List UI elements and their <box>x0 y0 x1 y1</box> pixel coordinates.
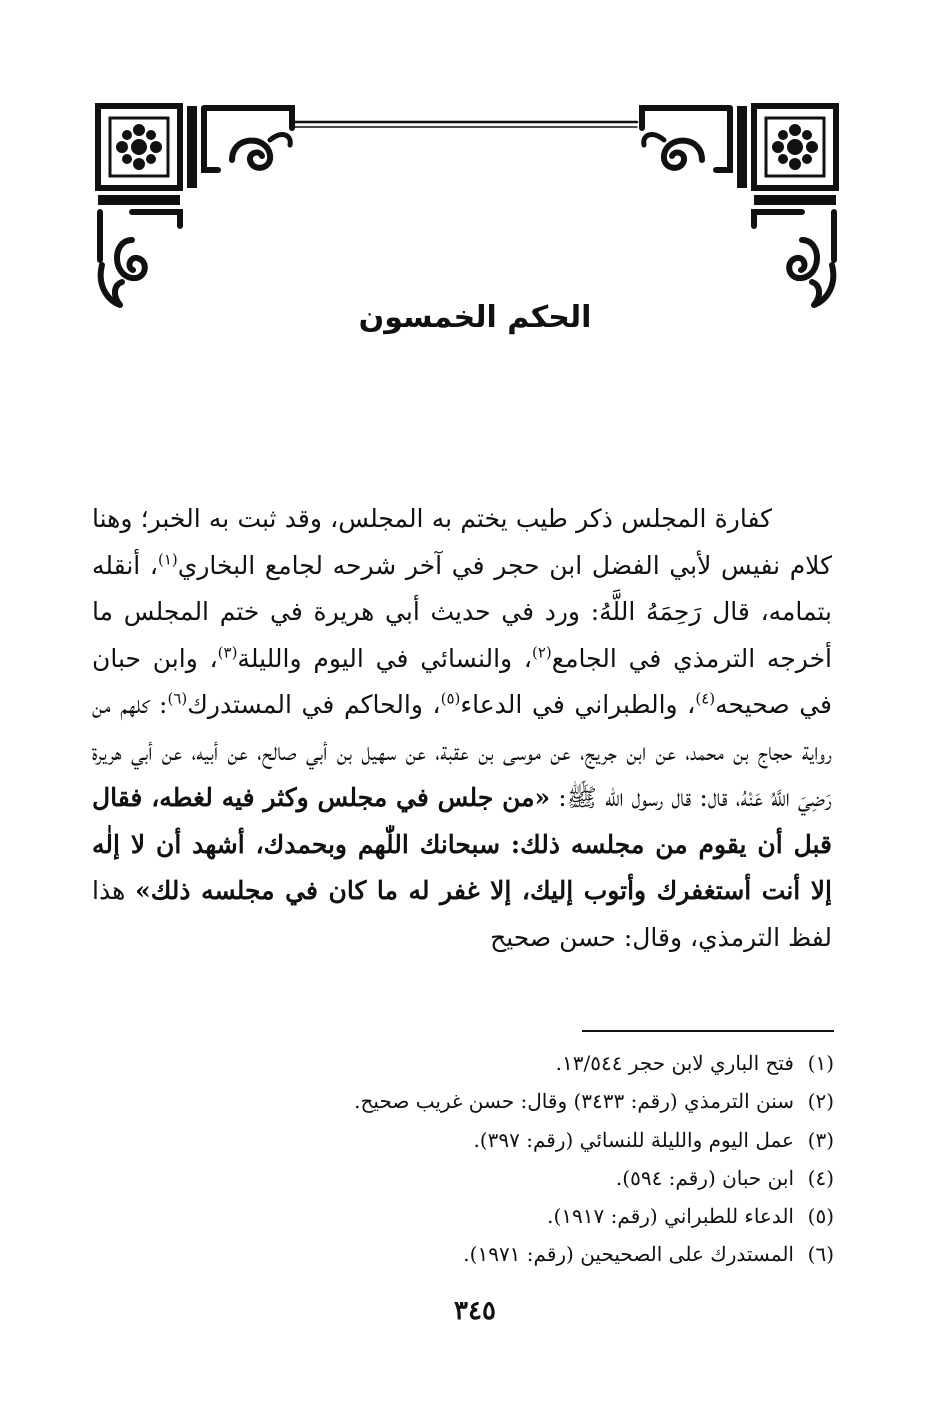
footnote-text: ابن حبان (رقم: ٥٩٤). <box>615 1165 794 1190</box>
footnote-number: (٤) <box>807 1165 834 1190</box>
footnote-ref-5[interactable]: (٥) <box>440 689 461 708</box>
footnote-number: (٥) <box>807 1204 834 1229</box>
footnote-item <box>134 1159 834 1197</box>
footnote-item <box>134 1235 834 1273</box>
footnote-ref-6[interactable]: (٦) <box>167 689 188 708</box>
footnote-ref-2[interactable]: (٢) <box>531 643 552 662</box>
footnote-ref-4[interactable]: (٤) <box>695 689 716 708</box>
honorific-rahimahullah: رَحِمَهُ اللَّهُ <box>599 597 702 626</box>
body-paragraph <box>92 496 832 961</box>
text-run: ، قال: قال رسول الله <box>596 783 741 812</box>
text-run: ، وابن حبان في صحيحه <box>92 643 832 719</box>
footnote-ref-1[interactable]: (١) <box>157 550 178 569</box>
honorific-radiallahu: رَضِيَ اللَّهُ عَنْهُ <box>740 783 832 812</box>
text-run: ، أنقله بتمامه، قال <box>92 550 833 626</box>
text-run: ، والطبراني في الدعاء <box>460 690 696 719</box>
page-number: ٣٤٥ <box>454 1296 496 1326</box>
text-run: ، والنسائي في اليوم والليلة <box>237 643 532 673</box>
footnote-number: (٦) <box>807 1242 834 1267</box>
text-run: : ورد في حديث أبي هريرة في ختم المجلس ما أخرجه الترمذي في الجامع <box>92 597 832 673</box>
main-text <box>92 496 832 961</box>
text-run: كفارة المجلس ذكر طيب يختم به المجلس، وقد ثبت به الخبر؛ وهنا كلام نفيس لأبي الفضل ابن حجر في آخر شرحه لجامع البخاري <box>92 504 833 580</box>
footnotes <box>134 1044 834 1274</box>
left-corner-rosette <box>116 124 162 170</box>
right-corner-ornament <box>642 106 836 305</box>
footnote-text: فتح الباري لابن حجر ١٣/٥٤٤. <box>555 1051 794 1075</box>
footnote-number: (٢) <box>807 1089 834 1114</box>
footnote-text: المستدرك على الصحيحين (رقم: ١٩٧١). <box>463 1242 794 1267</box>
footnote-item <box>134 1044 834 1082</box>
text-run: : <box>550 783 567 812</box>
footnote-item <box>134 1082 834 1120</box>
footnote-text: عمل اليوم والليلة للنسائي (رقم: ٣٩٧). <box>473 1127 794 1152</box>
footnote-number: (١) <box>807 1051 834 1075</box>
hadith-quote: «من جلس في مجلس وكثر فيه لغطه، فقال قبل أن يقوم من مجلسه ذلك: سبحانك اللّٰهم وبحمدك، أشهد أن لا إلٰه إلا أنت أستغفرك وأتوب إليك، إلا غفر له ما كان في مجلسه ذلك» <box>92 783 832 905</box>
decorative-header-frame <box>92 100 842 310</box>
text-run: هذا لفظ الترمذي، وقال: حسن صحيح <box>92 876 832 952</box>
footnote-item <box>134 1197 834 1235</box>
footnote-text: الدعاء للطبراني (رقم: ١٩١٧). <box>547 1204 794 1229</box>
honorific-salla: ﷺ <box>566 783 597 812</box>
chapter-title: الحكم الخمسون <box>358 300 592 335</box>
footnote-number: (٣) <box>807 1127 834 1152</box>
text-run: : كلهم من رواية حجاج بن محمد، عن ابن جريج، عن موسى بن عقبة، عن سهيل بن أبي صالح، عن أبيه، عن أبي هريرة <box>92 690 832 766</box>
footnote-ref-3[interactable]: (٣) <box>217 643 238 662</box>
text-run: ، والحاكم في المستدرك <box>187 690 441 719</box>
footnote-separator <box>582 1030 834 1032</box>
footnote-item <box>134 1121 834 1159</box>
footnote-text: سنن الترمذي (رقم: ٣٤٣٣) وقال: حسن غريب صحيح. <box>354 1089 794 1114</box>
